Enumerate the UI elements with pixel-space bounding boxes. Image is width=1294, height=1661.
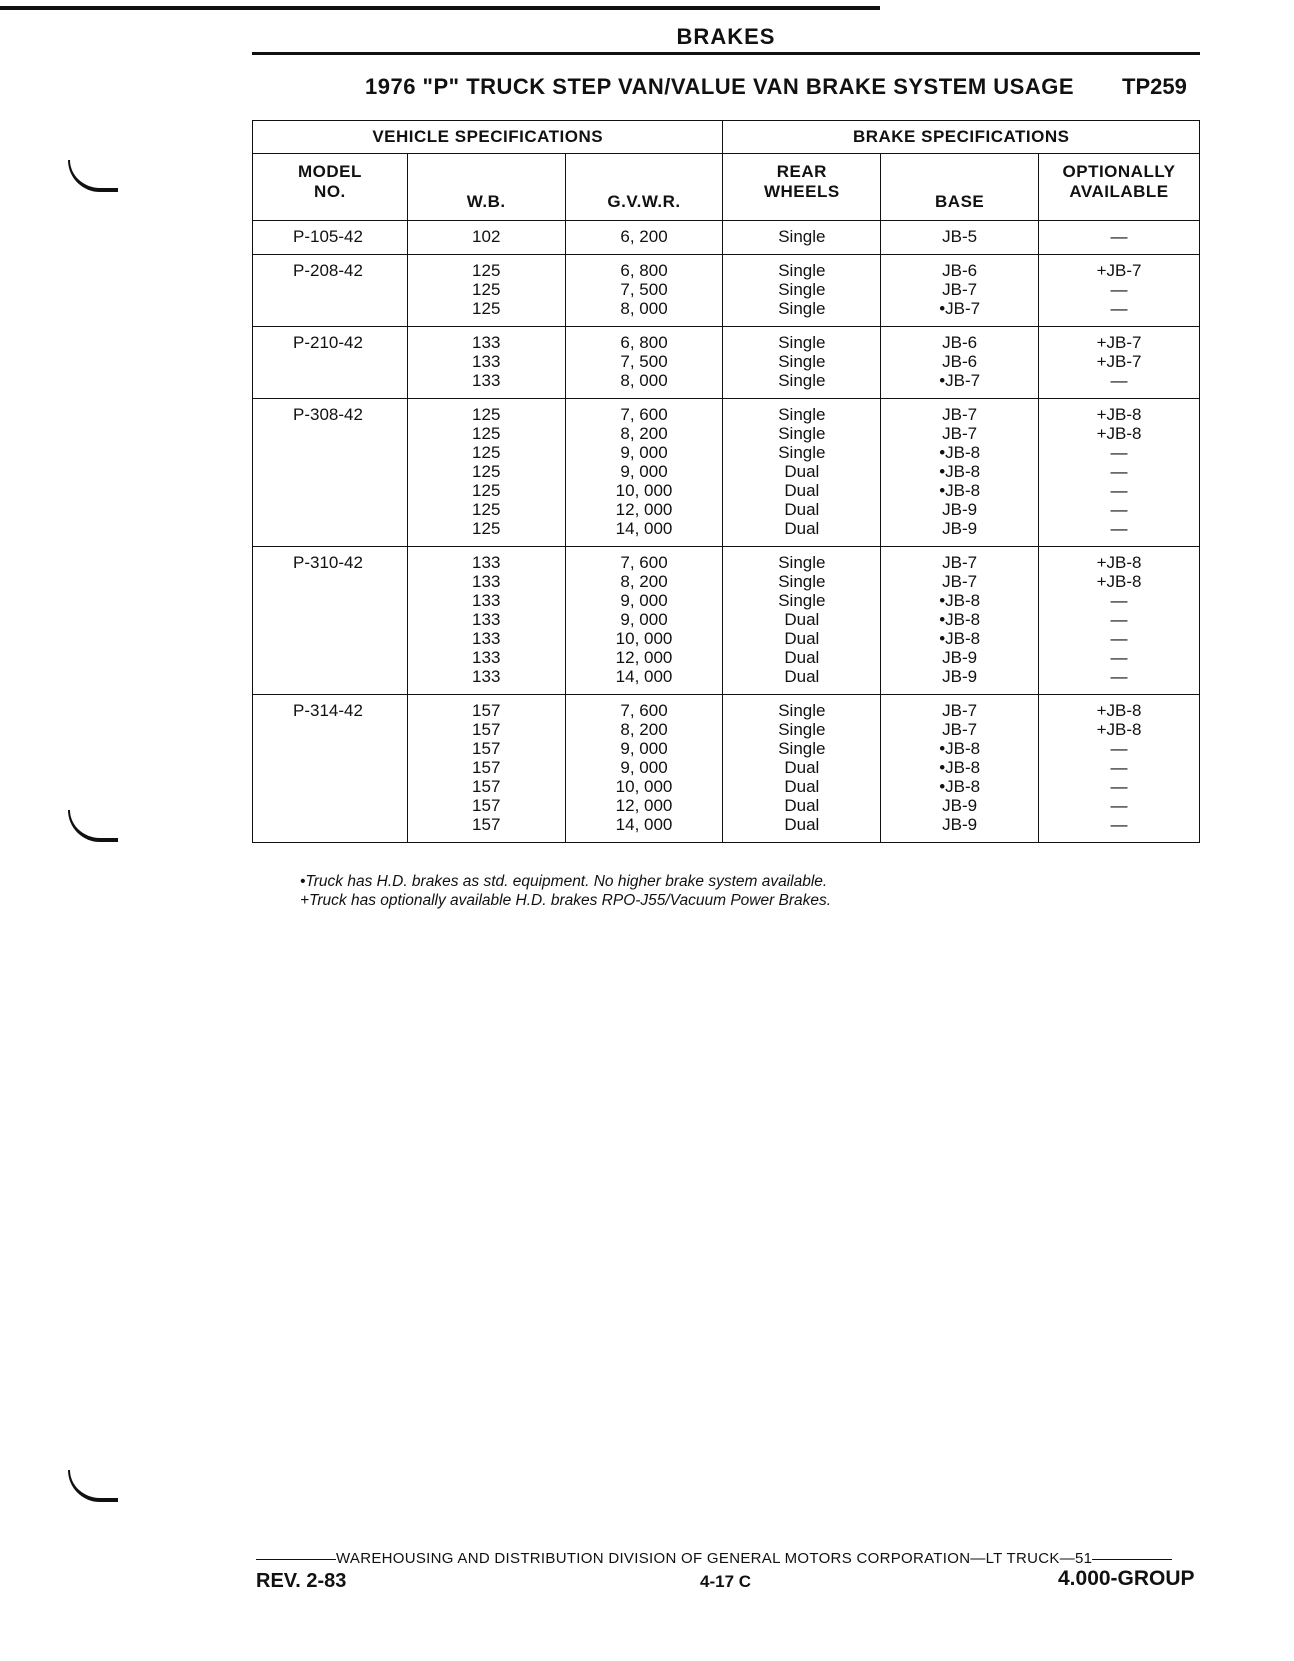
- document-code: TP259: [1122, 74, 1187, 99]
- cell-model-no: P-105-42: [253, 221, 408, 255]
- cell-value: —: [1110, 629, 1128, 648]
- cell-value: 133: [472, 629, 501, 648]
- binder-hole-mark: [68, 160, 118, 192]
- cell-value: Single: [778, 739, 826, 758]
- cell-value: 10, 000: [615, 481, 673, 500]
- cell-value: 6, 800: [620, 261, 668, 280]
- cell-value: 157: [472, 720, 501, 739]
- cell-value: •JB-8: [939, 462, 981, 481]
- cell-value: 12, 000: [615, 648, 673, 667]
- cell-value: 133: [472, 371, 501, 390]
- cell-value: Dual: [784, 500, 820, 519]
- cell-value: —: [1110, 481, 1128, 500]
- cell-value: +JB-8: [1096, 553, 1142, 572]
- cell-value: •JB-8: [939, 777, 981, 796]
- cell-rear-wheels: [723, 399, 881, 547]
- cell-value: JB-6: [942, 352, 978, 371]
- cell-wb: [407, 547, 565, 695]
- cell-value: Dual: [784, 462, 820, 481]
- cell-value: Single: [778, 371, 826, 390]
- cell-value: 125: [472, 500, 501, 519]
- cell-value: 9, 000: [620, 462, 668, 481]
- cell-value: JB-7: [942, 701, 978, 720]
- cell-value: •JB-8: [939, 739, 981, 758]
- column-gvwr: G.V.W.R.: [565, 154, 723, 221]
- cell-base: [881, 327, 1039, 399]
- section-rule: [252, 52, 1200, 55]
- cell-gvwr: [565, 695, 723, 843]
- cell-value: 133: [472, 648, 501, 667]
- cell-value: JB-5: [942, 227, 978, 246]
- column-model-no: MODEL NO.: [253, 154, 408, 221]
- cell-wb: [407, 399, 565, 547]
- cell-base: [881, 255, 1039, 327]
- cell-model-no: P-310-42: [253, 547, 408, 695]
- cell-value: JB-7: [942, 572, 978, 591]
- cell-value: 7, 600: [620, 405, 668, 424]
- cell-optionally-available: [1039, 255, 1200, 327]
- cell-rear-wheels: [723, 327, 881, 399]
- cell-wb: [407, 255, 565, 327]
- cell-value: Single: [778, 405, 826, 424]
- cell-value: 157: [472, 701, 501, 720]
- cell-value: 8, 200: [620, 572, 668, 591]
- cell-gvwr: [565, 547, 723, 695]
- cell-value: 9, 000: [620, 610, 668, 629]
- binder-hole-mark: [68, 1470, 118, 1502]
- cell-value: —: [1110, 648, 1128, 667]
- cell-value: JB-7: [942, 405, 978, 424]
- cell-optionally-available: [1039, 327, 1200, 399]
- cell-value: JB-7: [942, 424, 978, 443]
- cell-value: JB-6: [942, 261, 978, 280]
- binder-hole-mark: [68, 810, 118, 842]
- cell-value: —: [1110, 591, 1128, 610]
- page-title: 1976 "P" TRUCK STEP VAN/VALUE VAN BRAKE SYSTEM USAGE: [365, 74, 1075, 99]
- cell-value: Single: [778, 553, 826, 572]
- cell-value: 133: [472, 591, 501, 610]
- cell-value: 133: [472, 572, 501, 591]
- cell-value: —: [1110, 519, 1128, 538]
- cell-value: 9, 000: [620, 443, 668, 462]
- cell-value: 125: [472, 481, 501, 500]
- cell-optionally-available: [1039, 547, 1200, 695]
- cell-value: —: [1110, 610, 1128, 629]
- cell-base: [881, 695, 1039, 843]
- cell-value: •JB-8: [939, 758, 981, 777]
- cell-value: Single: [778, 227, 826, 246]
- cell-value: Single: [778, 701, 826, 720]
- cell-value: 157: [472, 758, 501, 777]
- cell-value: Single: [778, 333, 826, 352]
- cell-value: —: [1110, 280, 1128, 299]
- column-rear-wheels: REAR WHEELS: [723, 154, 881, 221]
- cell-value: 14, 000: [615, 667, 673, 686]
- cell-value: 9, 000: [620, 739, 668, 758]
- cell-value: •JB-8: [939, 443, 981, 462]
- cell-optionally-available: [1039, 221, 1200, 255]
- cell-value: 12, 000: [615, 500, 673, 519]
- cell-rear-wheels: [723, 221, 881, 255]
- cell-value: Dual: [784, 519, 820, 538]
- cell-value: Dual: [784, 758, 820, 777]
- cell-wb: [407, 327, 565, 399]
- cell-value: Dual: [784, 667, 820, 686]
- cell-value: 9, 000: [620, 758, 668, 777]
- cell-value: 133: [472, 553, 501, 572]
- cell-gvwr: [565, 399, 723, 547]
- column-optionally-available: OPTIONALLY AVAILABLE: [1039, 154, 1200, 221]
- cell-value: 125: [472, 424, 501, 443]
- cell-value: Single: [778, 424, 826, 443]
- cell-value: 125: [472, 462, 501, 481]
- cell-gvwr: [565, 221, 723, 255]
- cell-value: Dual: [784, 815, 820, 834]
- cell-value: •JB-8: [939, 610, 981, 629]
- cell-value: 12, 000: [615, 796, 673, 815]
- cell-gvwr: [565, 255, 723, 327]
- cell-value: •JB-8: [939, 591, 981, 610]
- cell-value: —: [1110, 777, 1128, 796]
- cell-model-no: P-308-42: [253, 399, 408, 547]
- cell-rear-wheels: [723, 547, 881, 695]
- cell-value: Dual: [784, 610, 820, 629]
- cell-value: +JB-7: [1096, 352, 1142, 371]
- footer-division-line: [256, 1550, 1172, 1567]
- table-row: [253, 327, 1200, 399]
- cell-value: +JB-7: [1096, 261, 1142, 280]
- cell-value: JB-7: [942, 280, 978, 299]
- cell-value: 125: [472, 519, 501, 538]
- cell-value: Single: [778, 443, 826, 462]
- cell-wb: [407, 221, 565, 255]
- cell-base: [881, 547, 1039, 695]
- cell-value: 102: [472, 227, 501, 246]
- cell-value: 8, 000: [620, 299, 668, 318]
- cell-value: 157: [472, 739, 501, 758]
- group-number: 4.000-GROUP: [1058, 1567, 1195, 1590]
- cell-value: JB-9: [942, 667, 978, 686]
- cell-value: —: [1110, 299, 1128, 318]
- cell-value: 133: [472, 333, 501, 352]
- cell-value: 133: [472, 610, 501, 629]
- cell-value: Dual: [784, 648, 820, 667]
- cell-value: 7, 500: [620, 280, 668, 299]
- top-rule: [0, 6, 880, 10]
- cell-value: Single: [778, 720, 826, 739]
- cell-value: —: [1110, 227, 1128, 246]
- cell-optionally-available: [1039, 399, 1200, 547]
- cell-value: •JB-7: [939, 299, 981, 318]
- cell-value: 157: [472, 796, 501, 815]
- cell-value: •JB-8: [939, 629, 981, 648]
- cell-value: Single: [778, 572, 826, 591]
- cell-base: [881, 399, 1039, 547]
- cell-value: 133: [472, 667, 501, 686]
- cell-value: 125: [472, 299, 501, 318]
- cell-value: •JB-8: [939, 481, 981, 500]
- vehicle-specifications-header: VEHICLE SPECIFICATIONS: [253, 121, 723, 154]
- cell-value: JB-7: [942, 720, 978, 739]
- cell-model-no: P-208-42: [253, 255, 408, 327]
- cell-optionally-available: [1039, 695, 1200, 843]
- cell-value: —: [1110, 443, 1128, 462]
- table-row: [253, 221, 1200, 255]
- cell-value: 133: [472, 352, 501, 371]
- footer-division: WAREHOUSING AND DISTRIBUTION DIVISION OF GENERAL MOTORS CORPORATION—LT TRUCK—51: [336, 1550, 1093, 1567]
- cell-value: +JB-8: [1096, 701, 1142, 720]
- cell-value: Dual: [784, 777, 820, 796]
- cell-value: JB-6: [942, 333, 978, 352]
- cell-value: 157: [472, 777, 501, 796]
- cell-value: Single: [778, 299, 826, 318]
- section-heading: BRAKES: [676, 24, 776, 49]
- cell-value: Dual: [784, 629, 820, 648]
- table-row: [253, 255, 1200, 327]
- cell-model-no: P-210-42: [253, 327, 408, 399]
- cell-value: —: [1110, 667, 1128, 686]
- cell-value: 14, 000: [615, 519, 673, 538]
- cell-rear-wheels: [723, 695, 881, 843]
- cell-value: 8, 000: [620, 371, 668, 390]
- cell-value: 14, 000: [615, 815, 673, 834]
- cell-value: —: [1110, 739, 1128, 758]
- cell-model-no: P-314-42: [253, 695, 408, 843]
- cell-value: Single: [778, 352, 826, 371]
- cell-value: JB-9: [942, 519, 978, 538]
- cell-value: +JB-7: [1096, 333, 1142, 352]
- cell-rear-wheels: [723, 255, 881, 327]
- cell-value: +JB-8: [1096, 405, 1142, 424]
- table-row: [253, 399, 1200, 547]
- cell-value: 10, 000: [615, 629, 673, 648]
- cell-value: Dual: [784, 796, 820, 815]
- cell-wb: [407, 695, 565, 843]
- footnotes: [300, 872, 831, 910]
- cell-value: JB-9: [942, 500, 978, 519]
- cell-value: JB-7: [942, 553, 978, 572]
- cell-value: •JB-7: [939, 371, 981, 390]
- cell-value: 125: [472, 280, 501, 299]
- cell-value: 8, 200: [620, 424, 668, 443]
- cell-value: 10, 000: [615, 777, 673, 796]
- cell-value: 8, 200: [620, 720, 668, 739]
- cell-value: JB-9: [942, 648, 978, 667]
- cell-value: 9, 000: [620, 591, 668, 610]
- table-row: [253, 695, 1200, 843]
- cell-value: 125: [472, 443, 501, 462]
- cell-value: —: [1110, 796, 1128, 815]
- cell-value: Single: [778, 280, 826, 299]
- cell-value: —: [1110, 500, 1128, 519]
- cell-value: —: [1110, 815, 1128, 834]
- cell-value: +JB-8: [1096, 572, 1142, 591]
- cell-value: +JB-8: [1096, 720, 1142, 739]
- cell-value: —: [1110, 371, 1128, 390]
- cell-value: 6, 800: [620, 333, 668, 352]
- cell-value: Single: [778, 261, 826, 280]
- cell-value: +JB-8: [1096, 424, 1142, 443]
- cell-value: JB-9: [942, 815, 978, 834]
- column-wb: W.B.: [407, 154, 565, 221]
- column-base: BASE: [881, 154, 1039, 221]
- cell-value: —: [1110, 462, 1128, 481]
- cell-value: Single: [778, 591, 826, 610]
- brake-specifications-header: BRAKE SPECIFICATIONS: [723, 121, 1200, 154]
- cell-value: 125: [472, 405, 501, 424]
- cell-value: —: [1110, 758, 1128, 777]
- page-number: 4-17 C: [700, 1572, 752, 1591]
- cell-value: 125: [472, 261, 501, 280]
- cell-value: 7, 500: [620, 352, 668, 371]
- cell-value: 157: [472, 815, 501, 834]
- cell-value: Dual: [784, 481, 820, 500]
- footnote-standard-hd: •Truck has H.D. brakes as std. equipment. No higher brake system available.: [300, 873, 828, 890]
- cell-value: 7, 600: [620, 553, 668, 572]
- revision-label: REV. 2-83: [256, 1570, 347, 1592]
- table-row: [253, 547, 1200, 695]
- footnote-optional-hd: +Truck has optionally available H.D. brakes RPO-J55/Vacuum Power Brakes.: [300, 892, 832, 909]
- cell-gvwr: [565, 327, 723, 399]
- cell-base: [881, 221, 1039, 255]
- cell-value: 7, 600: [620, 701, 668, 720]
- cell-value: JB-9: [942, 796, 978, 815]
- cell-value: 6, 200: [620, 227, 668, 246]
- brake-usage-table: [252, 120, 1200, 843]
